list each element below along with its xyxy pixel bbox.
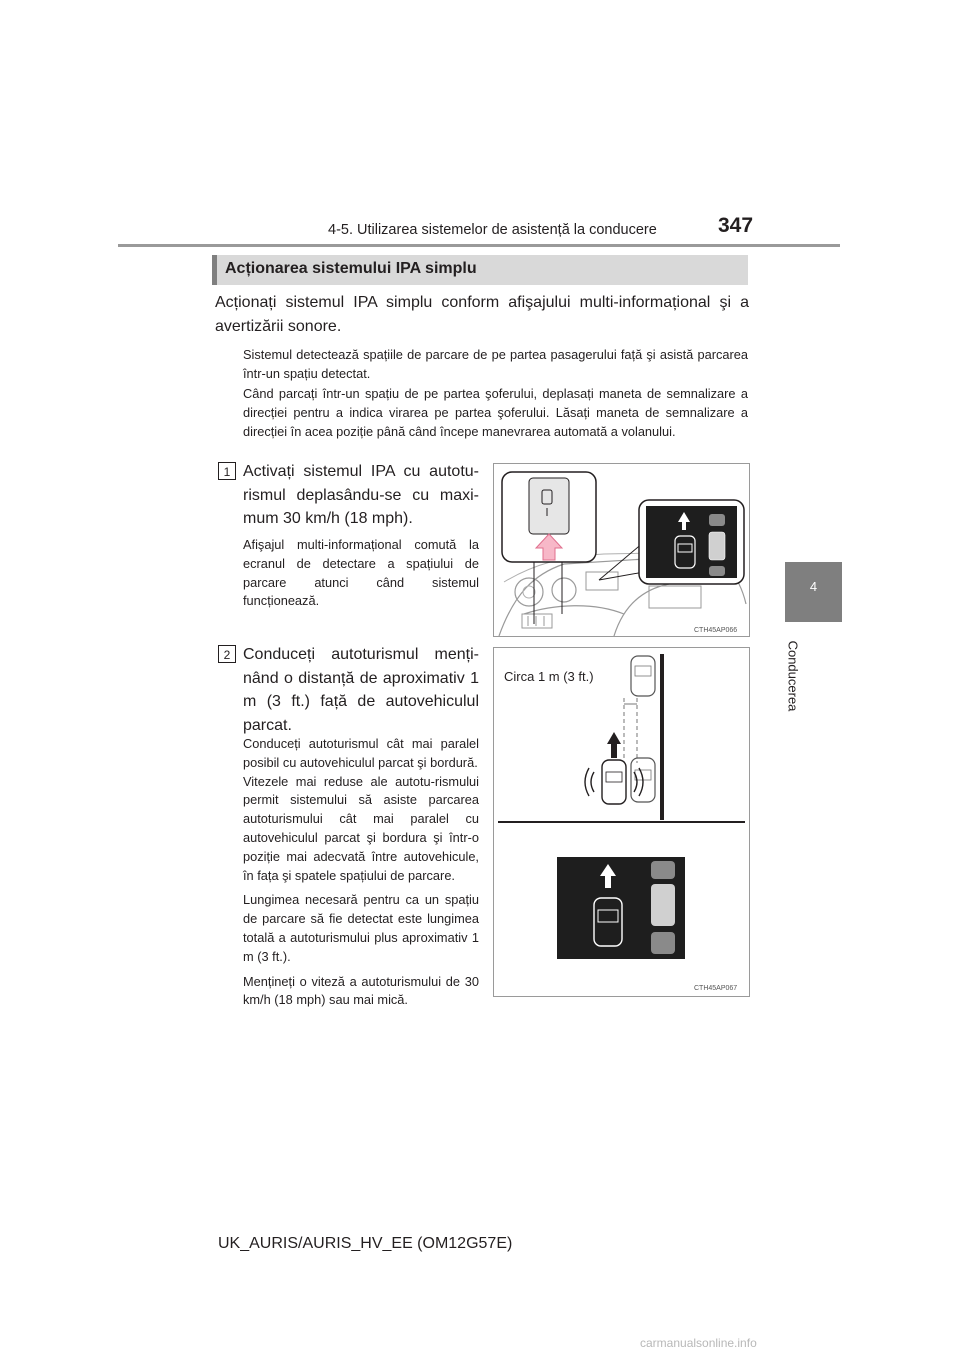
figure-code: CTH45AP066 (694, 627, 738, 634)
figure-code: CTH45AP067 (694, 985, 738, 992)
step-number-badge: 2 (218, 645, 236, 663)
section-note-line: Sistemul detectează spațiile de parcare de pe partea pasagerului față şi asistă parcarea într-un spațiu detectat. (243, 347, 748, 382)
section-note (243, 345, 748, 441)
step-note-paragraph: Vitezele mai reduse ale autotu-rismului permit sistemului să asiste parcarea autoturismului cât mai paralel cu autovehiculul parcat şi bordura şi într-o poziție mai adecvată între autovehicule, în fața şi spatele spațiului de parcare. (243, 773, 479, 883)
section-heading-bar (212, 255, 748, 285)
chapter-label-text: Conducerea (785, 640, 801, 712)
step-note (243, 735, 479, 1010)
distance-label: Circa 1 m (3 ft.) (504, 669, 594, 684)
parking-approach-illustration (494, 648, 749, 996)
footer-model-code: UK_AURIS/AURIS_HV_EE (OM12G57E) (218, 1235, 513, 1252)
step-note (243, 536, 479, 611)
section-note-line: Când parcați într-un spațiu de pe partea şoferului, deplasați maneta de semnalizare a direcției pentru a indica virarea pe partea şoferului. Lăsați maneta de semnalizare a direcției în acea poziție până când începe manevrarea automată a volanului. (243, 385, 748, 440)
step-note-paragraph: Lungimea necesară pentru ca un spațiu de parcare să fie detectat este lungimea totală a autoturismului plus aproximativ 1 m (3 ft.). (243, 892, 479, 964)
figure-dashboard-display (493, 463, 750, 637)
header-divider (118, 244, 840, 247)
watermark: carmanualsonline.info (640, 1336, 757, 1350)
page-number: 347 (718, 214, 754, 237)
section-title: Acționarea sistemului IPA simplu (225, 260, 477, 277)
chapter-label (782, 635, 804, 717)
figure-parking-approach (493, 647, 750, 997)
header-section-title: 4-5. Utilizarea sistemelor de asistență la conducere (328, 222, 657, 238)
section-heading-accent (212, 255, 217, 285)
chapter-tab-number: 4 (809, 579, 818, 594)
step-note-paragraph: Afişajul multi-informațional comută la ecranul de detectare a spațiului de parcare atunci când sistemul funcționează. (243, 537, 479, 609)
step-instruction: Activați sistemul IPA cu autotu-rismul deplasându-se cu maxi-mum 30 km/h (18 mph). (243, 463, 479, 527)
step-note-paragraph: Mențineți o viteză a autoturismului de 30 km/h (18 mph) sau mai mică. (243, 973, 479, 1008)
step-instruction: Conduceți autoturismul menți-nând o distanță de aproximativ 1 m (3 ft.) față de autovehiculul parcat. (243, 646, 479, 734)
step-number-badge: 1 (218, 462, 236, 480)
section-intro: Acționați sistemul IPA simplu conform afişajului multi-informațional şi a avertizării sonore. (215, 294, 749, 335)
step-note-paragraph: Conduceți autoturismul cât mai paralel posibil cu autovehiculul parcat şi bordură. (243, 736, 479, 770)
chapter-tab (785, 562, 842, 622)
dashboard-illustration (494, 464, 749, 636)
